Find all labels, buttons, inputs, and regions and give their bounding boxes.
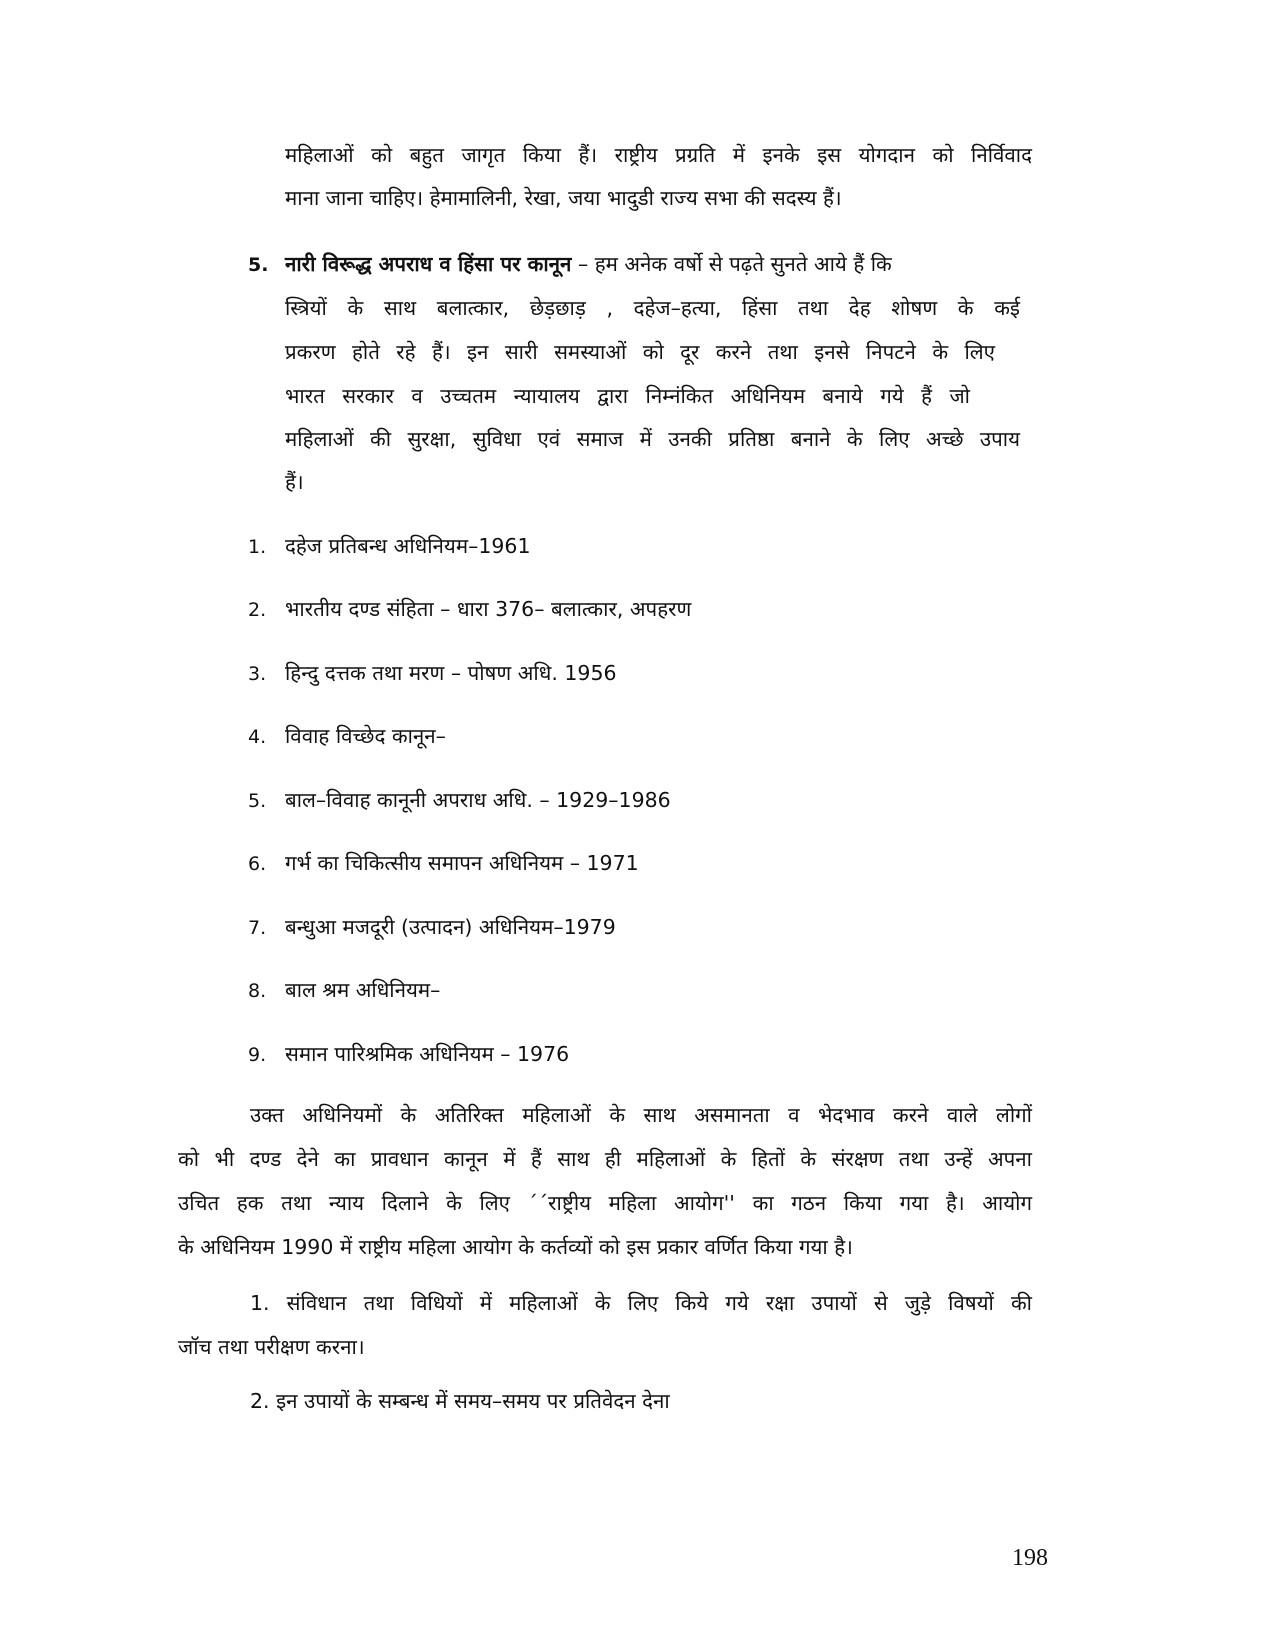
paragraph-line-4: के अधिनियम 1990 में राष्ट्रीय महिला आयोग के कर्तव्यों को इस प्रकार वर्णित किया गया है। — [178, 1235, 853, 1259]
intro-line-2: माना जाना चाहिए। हेमामालिनी, रेखा, जया भादुडी राज्य सभा की सदस्य हैं। — [285, 186, 842, 210]
act-item: हिन्दु दत्तक तथा मरण – पोषण अधि. 1956 — [285, 661, 617, 685]
section-heading: नारी विरूद्ध अपराध व हिंसा पर कानून — [285, 252, 572, 276]
act-number: 4. — [248, 726, 267, 748]
paragraph-line-2: को भी दण्ड देने का प्रावधान कानून में हैं साथ ही महिलाओं के हितों के संरक्षण तथा उन्हें अपना — [178, 1147, 1032, 1171]
act-item: बन्धुआ मजदूरी (उत्पादन) अधिनियम–1979 — [285, 915, 616, 939]
act-number: 9. — [248, 1044, 267, 1066]
act-number: 8. — [248, 980, 267, 1002]
act-item: समान पारिश्रमिक अधिनियम – 1976 — [285, 1042, 570, 1066]
paragraph-line-3: उचित हक तथा न्याय दिलाने के लिए ´´राष्ट्रीय महिला आयोग'' का गठन किया गया है। आयोग — [178, 1191, 1032, 1215]
act-number: 2. — [248, 599, 267, 621]
duty-1-line-2: जॉच तथा परीक्षण करना। — [178, 1335, 365, 1359]
section-line-3: प्रकरण होते रहे हैं। इन सारी समस्याओं को दूर करने तथा इनसे निपटने के लिए — [285, 340, 995, 364]
act-item: भारतीय दण्ड संहिता – धारा 376– बलात्कार, अपहरण — [285, 597, 692, 621]
act-number: 5. — [248, 790, 267, 812]
section-line-5: महिलाओं की सुरक्षा, सुविधा एवं समाज में उनकी प्रतिष्ठा बनाने के लिए अच्छे उपाय — [285, 427, 1020, 451]
act-number: 7. — [248, 917, 267, 939]
section-line-4: भारत सरकार व उच्चतम न्यायालय द्वारा निम्नंकित अधिनियम बनाये गये हैं जो — [285, 384, 970, 408]
paragraph-line-1: उक्त अधिनियमों के अतिरिक्त महिलाओं के साथ असमानता व भेदभाव करने वाले लोगों — [250, 1103, 1032, 1127]
act-number: 3. — [248, 663, 267, 685]
duty-2: 2. इन उपायों के सम्बन्ध में समय–समय पर प्रतिवेदन देना — [250, 1389, 670, 1413]
act-item: बाल श्रम अधिनियम– — [285, 978, 441, 1002]
act-item: गर्भ का चिकित्सीय समापन अधिनियम – 1971 — [285, 851, 639, 875]
page-number: 198 — [1012, 1545, 1048, 1571]
act-number: 1. — [248, 536, 267, 558]
act-number: 6. — [248, 853, 267, 875]
section-first-line-rest: – हम अनेक वर्षो से पढ़ते सुनते आये हैं कि — [577, 252, 892, 276]
duty-1-line-1: 1. संविधान तथा विधियों में महिलाओं के लिए किये गये रक्षा उपायों से जुड़े विषयों की — [250, 1291, 1032, 1315]
act-item: दहेज प्रतिबन्ध अधिनियम–1961 — [285, 534, 531, 558]
section-first-line — [285, 249, 892, 279]
act-item: बाल–विवाह कानूनी अपराध अधि. – 1929–1986 — [285, 788, 671, 812]
section-number: 5. — [248, 254, 269, 276]
section-line-6: हैं। — [285, 470, 304, 494]
intro-line-1: महिलाओं को बहुत जागृत किया हैं। राष्ट्रीय प्रग्रति में इनके इस योगदान को निर्विवाद — [285, 143, 1032, 167]
section-line-2: स्त्रियों के साथ बलात्कार, छेड़छाड़ , दहेज–हत्या, हिंसा तथा देह शोषण के कई — [285, 296, 1020, 320]
act-item: विवाह विच्छेद कानून– — [285, 724, 446, 748]
